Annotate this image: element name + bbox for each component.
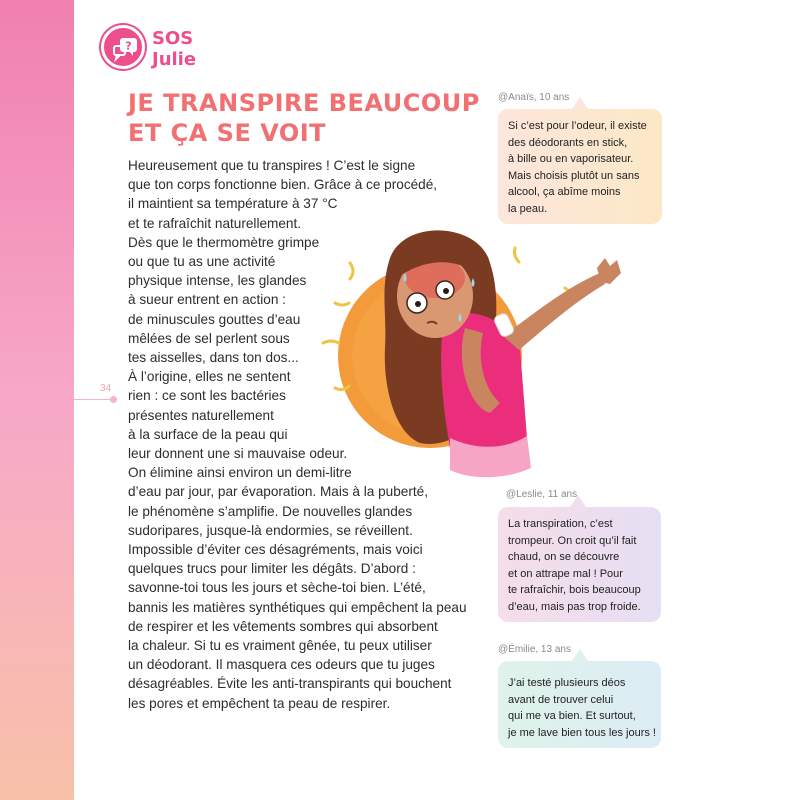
testimonial-line: je me lave bien tous les jours ! [508,726,656,739]
brand-title [152,28,196,70]
title-line-1: JE TRANSPIRE BEAUCOUP [128,89,480,117]
testimonial-author: @Émilie, 13 ans [498,644,571,655]
body-line: que ton corps fonctionne bien. Grâce à ce procédé, [128,177,438,193]
testimonial-line: chaud, on se découvre [508,551,620,563]
body-line: le phénomène s’amplifie. De nouvelles glandes [128,503,413,519]
page-title [128,88,498,148]
testimonial-line: Mais choisis plutôt un sans [508,169,640,182]
page-number: 34 [100,383,112,394]
question-speech-bubble-icon [101,25,145,69]
testimonial-line: J’ai testé plusieurs déos [508,677,626,689]
testimonial-line: qui me va bien. Et surtout, [508,710,636,722]
body-line: Heureusement que tu transpires ! C’est le signe [128,158,416,173]
testimonial-line: avant de trouver celui [508,693,614,706]
title-line-2: ET ÇA SE VOIT [128,119,327,147]
testimonial-author: @Anaïs, 10 ans [498,92,570,103]
sweating-girl-illustration [305,218,645,488]
body-line: les pores et empêchent ta peau de respirer. [128,695,391,711]
brand-line-sos: SOS [152,28,194,49]
body-line: On élimine ainsi environ un demi-litre [128,465,352,481]
testimonial-line: et on attrape mal ! Pour [508,567,623,580]
hand [597,258,621,284]
testimonial-line: la peau. [508,202,548,215]
body-line: quelques trucs pour limiter les dégâts. D’abord : [128,561,416,577]
body-line: et te rafraîchit naturellement. [128,215,302,231]
body-line: tes aisselles, dans ton dos... [128,350,299,366]
testimonial-bubble [498,661,661,748]
body-line: il maintient sa température à 37 °C [128,196,338,212]
brand-line-julie: Julie [152,49,197,70]
body-line: un déodorant. Il masquera ces odeurs que tu juges [128,657,435,673]
page-side-band [0,0,74,800]
page-number-dot [110,396,117,403]
bubble-tail [570,495,586,507]
body-line: à sueur entrent en action : [128,292,286,308]
body-line: Impossible d’éviter ces désagréments, mais voici [128,542,423,558]
testimonial-line: à bille ou en vaporisateur. [508,153,634,165]
testimonial-line: Si c’est pour l’odeur, il existe [508,120,647,132]
testimonial-line: trompeur. On croit qu’il fait [508,534,637,547]
body-line: sudoripares, jusque-là endormies, se réveillent. [128,522,413,538]
body-line: mêlées de sel perlent sous [128,330,290,346]
raised-arm [503,273,605,350]
body-line: d’eau par jour, par évaporation. Mais à la puberté, [128,484,429,500]
body-line: savonne-toi tous les jours et sèche-toi bien. L’été, [128,580,426,596]
body-line: Dès que le thermomètre grimpe [128,234,320,250]
body-line: rien : ce sont les bactéries [128,388,286,404]
testimonial-line: des déodorants en stick, [508,136,628,149]
bubble-tail [572,649,588,661]
body-line: présentes naturellement [128,407,274,423]
body-line: la chaleur. Si tu es vraiment gênée, tu peux utiliser [128,638,432,654]
body-line: physique intense, les glandes [128,273,307,289]
body-line: désagréables. Évite les anti-transpirants qui bouchent [128,676,452,692]
body-line: de respirer et les vêtements sombres qui absorbent [128,618,438,634]
testimonial-line: te rafraîchir, bois beaucoup [508,584,641,596]
body-line: ou que tu as une activité [128,254,276,270]
body-line: leur donnent une si mauvaise odeur. [128,446,348,462]
body-line: de minuscules gouttes d’eau [128,311,301,327]
testimonial-author: @Leslie, 11 ans [506,489,578,500]
testimonial-bubble [498,109,662,224]
testimonial-line: alcool, ça abîme moins [508,186,621,198]
body-line: à la surface de la peau qui [128,426,288,442]
page-number-line [74,399,114,400]
testimonial-line: d’eau, mais pas trop froide. [508,600,641,613]
bubble-tail [572,97,588,109]
body-line: bannis les matières synthétiques qui empêchent la peau [128,599,467,615]
svg-text:?: ? [125,39,132,53]
testimonial-bubble [498,507,661,622]
body-line: À l’origine, elles ne sentent [128,369,291,385]
testimonial-line: La transpiration, c’est [508,518,613,530]
